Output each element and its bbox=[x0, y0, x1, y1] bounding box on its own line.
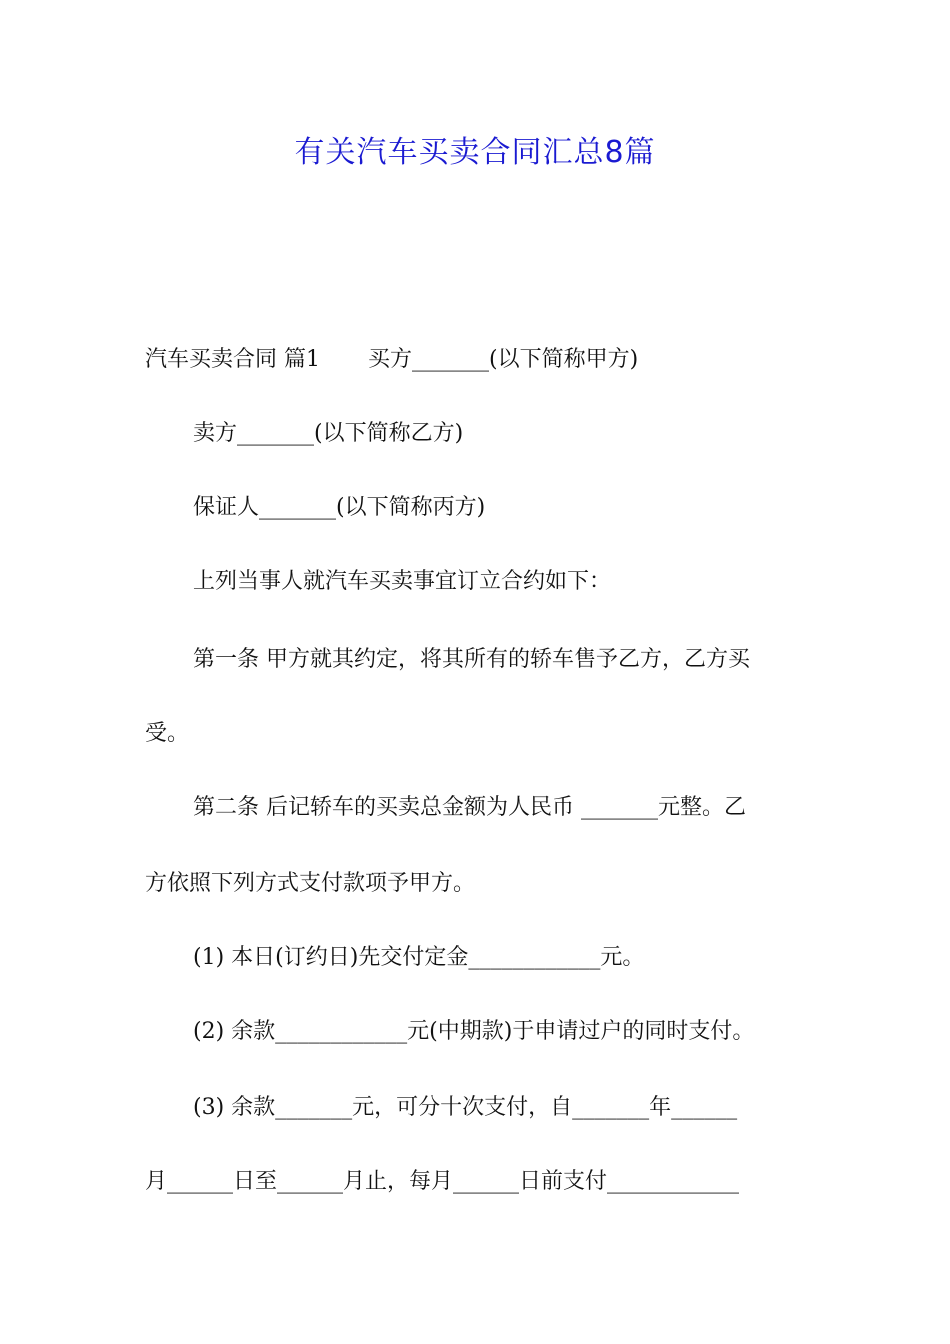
paragraph-line: (3) 余款_______元，可分十次支付，自_______年______ bbox=[193, 1095, 738, 1120]
document-title: 有关汽车买卖合同汇总8篇 bbox=[294, 135, 656, 170]
paragraph-line: 保证人_______(以下简称丙方) bbox=[193, 495, 486, 520]
paragraph-line: 上列当事人就汽车买卖事宜订立合约如下： bbox=[193, 569, 612, 594]
paragraph-line: (1) 本日(订约日)先交付定金____________元。 bbox=[193, 945, 645, 970]
paragraph-line: 卖方_______(以下简称乙方) bbox=[193, 421, 464, 446]
paragraph-line: 第一条 甲方就其约定，将其所有的轿车售予乙方，乙方买 bbox=[193, 647, 750, 672]
paragraph-line bbox=[145, 342, 810, 378]
paragraph-line: 方依照下列方式支付款项予甲方。 bbox=[145, 871, 476, 896]
paragraph-line: 受。 bbox=[145, 721, 190, 746]
buyer-clause: 买方_______(以下简称甲方) bbox=[368, 347, 639, 372]
paragraph-line: (2) 余款____________元(中期款)于申请过户的同时支付。 bbox=[193, 1019, 755, 1044]
contract-heading: 汽车买卖合同 篇1 bbox=[145, 347, 320, 372]
paragraph-line: 第二条 后记轿车的买卖总金额为人民币 _______元整。乙 bbox=[193, 795, 746, 820]
paragraph-line: 月______日至______月止，每月______日前支付____________ bbox=[145, 1169, 740, 1194]
